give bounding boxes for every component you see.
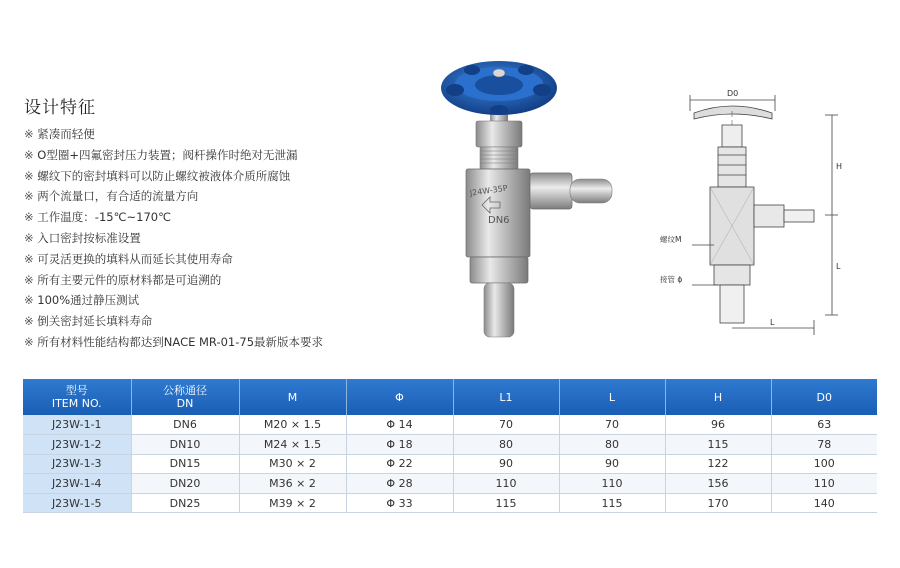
feature-item: ※ 倒关密封延长填料寿命 — [24, 311, 323, 332]
cell-dn: DN20 — [131, 474, 239, 494]
pipe-label: 接管 ϕ — [660, 275, 683, 284]
cell-phi: Φ 28 — [346, 474, 453, 494]
cell-item-no: J23W-1-2 — [23, 435, 131, 455]
cell-m: M30 × 2 — [239, 454, 346, 474]
side-nut — [530, 173, 572, 209]
cell-phi: Φ 18 — [346, 435, 453, 455]
header-item-no: 型号 ITEM NO. — [23, 379, 131, 415]
feature-item: ※ 入口密封按标准设置 — [24, 228, 323, 249]
gland-nut — [476, 121, 522, 147]
cell-h: 122 — [665, 454, 771, 474]
header-m: M — [239, 379, 346, 415]
cell-d0: 78 — [771, 435, 877, 455]
body-marking: J24W-35P — [469, 183, 509, 198]
cell-item-no: J23W-1-4 — [23, 474, 131, 494]
table-row — [23, 435, 877, 455]
cell-item-no: J23W-1-3 — [23, 454, 131, 474]
cell-l1: 115 — [453, 493, 559, 513]
thread-label: 螺纹M — [660, 235, 682, 244]
dim-l-bottom-label: L — [770, 318, 775, 327]
header-dn: 公称通径 DN — [131, 379, 239, 415]
side-pipe — [570, 179, 612, 203]
cell-phi: Φ 14 — [346, 415, 453, 435]
table-row — [23, 454, 877, 474]
valve-body — [466, 169, 530, 257]
cell-h: 96 — [665, 415, 771, 435]
spec-table — [23, 379, 877, 513]
cell-phi: Φ 33 — [346, 493, 453, 513]
cell-dn: DN6 — [131, 415, 239, 435]
cell-m: M24 × 1.5 — [239, 435, 346, 455]
cell-l: 80 — [559, 435, 665, 455]
dim-h-label: H — [836, 162, 843, 171]
cell-l: 90 — [559, 454, 665, 474]
feature-item: ※ 所有材料性能结构都达到NACE MR-01-75最新版本要求 — [24, 332, 323, 353]
table-header-row — [23, 379, 877, 415]
cell-d0: 110 — [771, 474, 877, 494]
table-row — [23, 415, 877, 435]
cell-dn: DN15 — [131, 454, 239, 474]
header-l1: L1 — [453, 379, 559, 415]
table-row — [23, 474, 877, 494]
header-h: H — [665, 379, 771, 415]
cell-l1: 110 — [453, 474, 559, 494]
feature-item: ※ 100%通过静压测试 — [24, 290, 323, 311]
cell-l1: 90 — [453, 454, 559, 474]
cell-h: 115 — [665, 435, 771, 455]
cell-h: 156 — [665, 474, 771, 494]
cell-m: M36 × 2 — [239, 474, 346, 494]
feature-item: ※ 紧凑而轻便 — [24, 124, 323, 145]
cell-l: 70 — [559, 415, 665, 435]
cell-h: 170 — [665, 493, 771, 513]
technical-drawing — [660, 85, 850, 345]
cell-dn: DN25 — [131, 493, 239, 513]
valve-photo — [420, 55, 620, 345]
table-row — [23, 493, 877, 513]
cell-d0: 140 — [771, 493, 877, 513]
header-d0: D0 — [771, 379, 877, 415]
cell-d0: 63 — [771, 415, 877, 435]
section-title: 设计特征 — [24, 98, 96, 118]
cell-dn: DN10 — [131, 435, 239, 455]
cell-l: 115 — [559, 493, 665, 513]
dim-l-label: L — [836, 262, 841, 271]
bottom-nut — [470, 257, 528, 283]
feature-item: ※ 螺纹下的密封填料可以防止螺纹被液体介质所腐蚀 — [24, 166, 323, 187]
bottom-pipe — [484, 283, 514, 337]
feature-item: ※ 所有主要元件的原材料都是可追溯的 — [24, 270, 323, 291]
cell-l: 110 — [559, 474, 665, 494]
cell-phi: Φ 22 — [346, 454, 453, 474]
size-marking: DN6 — [488, 215, 510, 226]
feature-item: ※ O型圈+四氟密封压力装置；阀杆操作时绝对无泄漏 — [24, 145, 323, 166]
cell-l1: 80 — [453, 435, 559, 455]
dim-d0-label: D0 — [727, 89, 739, 98]
cell-l1: 70 — [453, 415, 559, 435]
cell-d0: 100 — [771, 454, 877, 474]
feature-item: ※ 可灵活更换的填料从而延长其使用寿命 — [24, 249, 323, 270]
cell-item-no: J23W-1-5 — [23, 493, 131, 513]
feature-item: ※ 工作温度：-15℃~170℃ — [24, 207, 323, 228]
cell-item-no: J23W-1-1 — [23, 415, 131, 435]
header-l: L — [559, 379, 665, 415]
feature-item: ※ 两个流量口，有合适的流量方向 — [24, 186, 323, 207]
cell-m: M39 × 2 — [239, 493, 346, 513]
header-phi: Φ — [346, 379, 453, 415]
feature-list — [24, 124, 323, 353]
cell-m: M20 × 1.5 — [239, 415, 346, 435]
